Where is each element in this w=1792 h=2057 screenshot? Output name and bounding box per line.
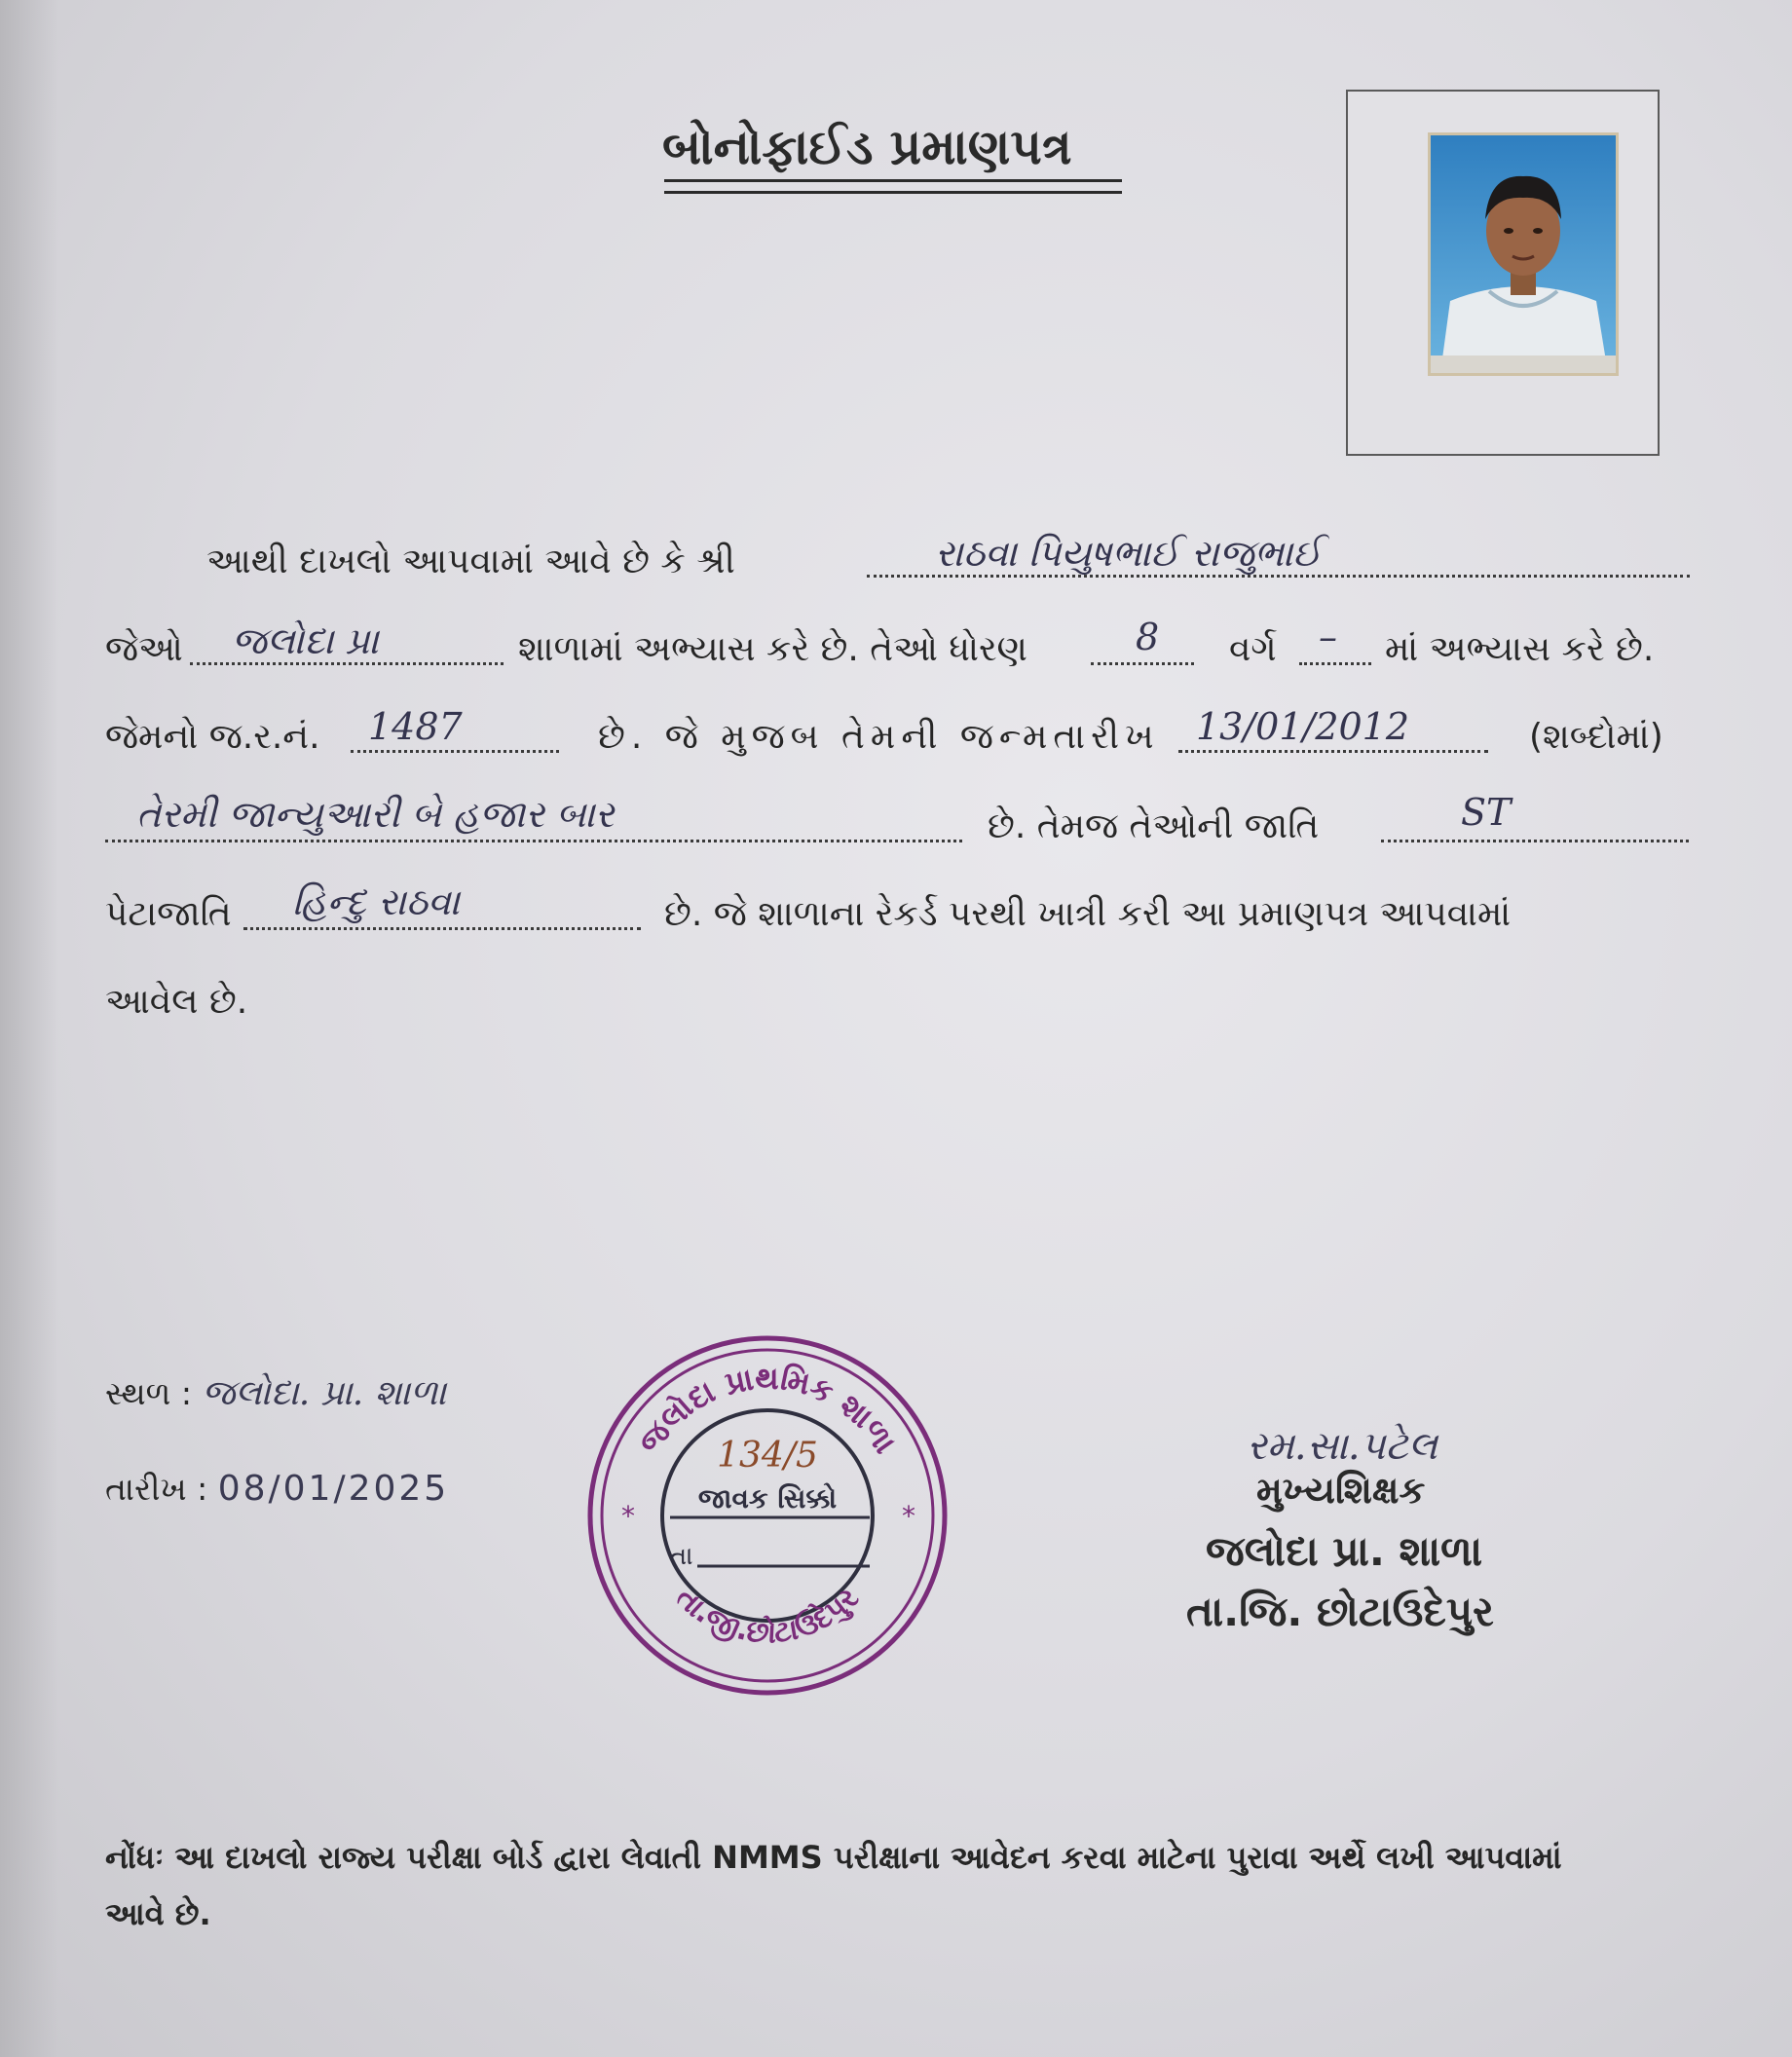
svg-text:તા.જી.છોટાઉદેપુર: [669, 1581, 866, 1651]
date-label: તારીખ :: [105, 1470, 208, 1508]
student-photo: [1428, 132, 1619, 376]
school-stamp: [582, 1330, 952, 1701]
line4-mid: છે. તેમજ તેઓની જાતિ: [988, 806, 1320, 846]
school-name: જલોદા પ્રા: [232, 619, 379, 662]
line5-suffix: છે. જે શાળાના રેકર્ડ પરથી ખાત્રી કરી આ પ્રમાણપત્ર આપવામાં: [664, 894, 1512, 934]
signature-designation: મુખ્યશિક્ષક: [1256, 1469, 1426, 1512]
date-row: [105, 1469, 449, 1509]
portrait-image: [1431, 135, 1616, 373]
line2-mid: શાળામાં અભ્યાસ કરે છે. તેઓ ધોરણ: [518, 629, 1027, 669]
register-number: 1487: [368, 705, 463, 748]
subcaste-dotted-line: [243, 927, 641, 930]
std-dotted-line: [1091, 662, 1194, 665]
handwritten-signature: રમ.સા.પટેલ: [1247, 1424, 1438, 1469]
signature-school: જલોદા પ્રા. શાળા: [1206, 1527, 1483, 1575]
dob-in-words: તેરમી જાન્યુઆરી બે હજાર બાર: [136, 793, 615, 836]
date-value: 08/01/2025: [217, 1469, 450, 1509]
student-name: રાઠવા પિયુષભાઈ રાજુભાઈ: [935, 532, 1322, 575]
dob-dotted-line: [1178, 750, 1488, 753]
line3-suffix: (શબ્દોમાં): [1529, 717, 1663, 757]
line2-mid2: વર્ગ: [1229, 629, 1277, 669]
place-row: [105, 1373, 446, 1414]
signature-district: તા.જિ. છોટાઉદેપુર: [1186, 1588, 1494, 1635]
stamp-top-text: જલોદા પ્રાથમિક શાળા: [630, 1359, 905, 1461]
line3-prefix: જેમનો જ.ર.નં.: [105, 717, 320, 757]
line2-prefix: જેઓ: [105, 629, 183, 669]
date-of-birth: 13/01/2012: [1196, 705, 1410, 748]
line5-prefix: પેટાજાતિ: [105, 894, 232, 934]
body-line-6: આવેલ છે.: [105, 982, 248, 1022]
stamp-bottom-text: તા.જી.છોટાઉદેપુર: [668, 1581, 866, 1651]
line2-suffix: માં અભ્યાસ કરે છે.: [1385, 629, 1655, 669]
stamp-number: 134/5: [717, 1436, 818, 1476]
register-dotted-line: [351, 750, 559, 753]
caste: ST: [1461, 791, 1512, 834]
stamp-line-text: જાવક સિક્કો: [697, 1482, 838, 1515]
division: –: [1319, 616, 1337, 658]
title-underline: [664, 179, 1122, 194]
line3-mid: છે. જે મુજબ તેમની જન્મતારીખ: [598, 717, 1160, 757]
stamp-star-right-icon: *: [902, 1500, 915, 1532]
division-dotted-line: [1299, 662, 1371, 665]
standard: 8: [1136, 616, 1160, 658]
certificate-title: બોનોફાઈડ પ્રમાણપત્ર: [662, 119, 1072, 175]
subcaste: હિન્દુ રાઠવા: [292, 880, 461, 923]
stamp-star-left-icon: *: [621, 1500, 635, 1532]
place-label: સ્થળ :: [105, 1374, 192, 1412]
paper-shadow: [0, 0, 58, 2057]
place-value: જલોદા. પ્રા. શાળા: [202, 1373, 447, 1413]
stamp-ta-text: તા: [670, 1542, 693, 1571]
photo-frame: [1346, 90, 1660, 456]
note-text: નોંધઃ આ દાખલો રાજ્ય પરીક્ષા બોર્ડ દ્વારા લેવાતી NMMS પરીક્ષાના આવેદન કરવા માટેના પુરાવા અર્થે લખી આપવામાં આવે છે.: [105, 1839, 1562, 1932]
line1-prefix: આથી દાખલો આપવામાં આવે છે કે શ્રી: [206, 542, 735, 581]
dob-words-dotted-line: [105, 840, 962, 842]
caste-dotted-line: [1381, 840, 1689, 842]
